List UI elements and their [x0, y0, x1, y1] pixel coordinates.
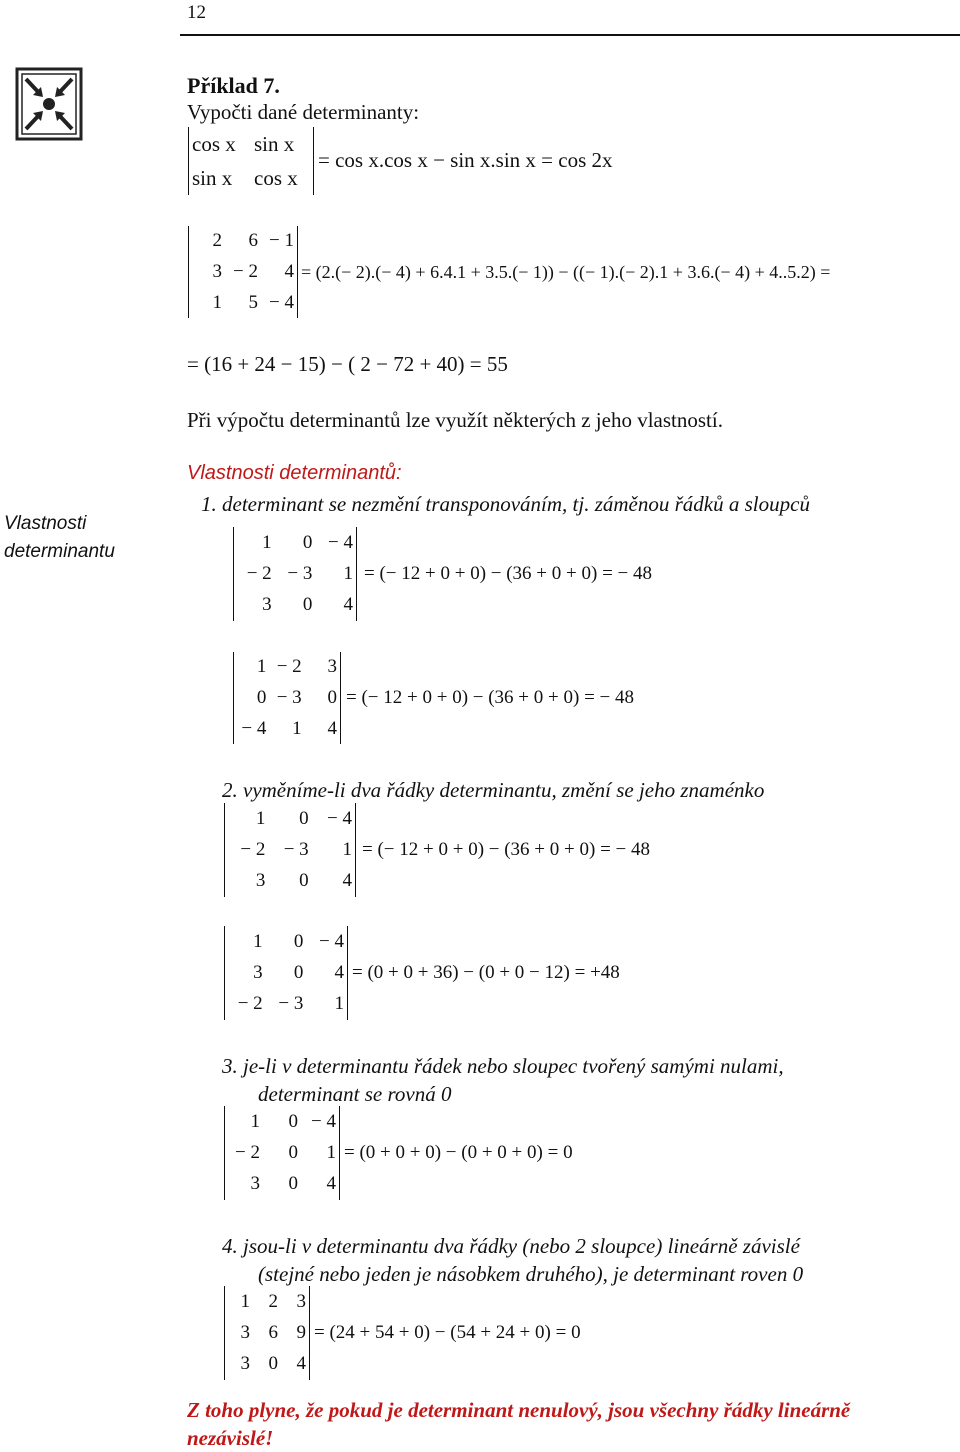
matrix-cell: sin x [192, 165, 233, 190]
matrix-cell: 0 [293, 961, 304, 983]
conclusion-line-2: nezávislé! [187, 1426, 274, 1450]
matrix-cell: 4 [334, 961, 344, 983]
matrix-cell: 0 [299, 807, 309, 829]
matrix-cell: 3 [240, 1353, 250, 1375]
matrix-cell: 1 [343, 562, 353, 584]
matrix-cell: 3 [250, 1173, 260, 1195]
matrix-cell: 0 [288, 1110, 298, 1132]
matrix-cell: − 2 [233, 260, 258, 282]
matrix-cell: 0 [302, 594, 313, 616]
matrix-cell: − 2 [237, 993, 263, 1015]
matrix-cell: 1 [256, 656, 267, 678]
matrix-cell: − 3 [283, 838, 309, 860]
determinant-1 [233, 527, 357, 621]
matrix-cell: − 2 [240, 838, 266, 860]
matrix-cell: 1 [212, 291, 222, 313]
determinant-6 [224, 1286, 310, 1380]
matrix-cell: 3 [262, 594, 272, 616]
matrix-cell: − 2 [235, 1141, 260, 1163]
note-text: Při výpočtu determinantů lze využít některých z jeho vlastností. [187, 408, 723, 432]
matrix-cell: 6 [268, 1321, 278, 1343]
matrix-cell: 1 [326, 1141, 336, 1163]
side-label: Vlastnosti determinantu [4, 513, 115, 562]
matrix-cell: − 3 [276, 686, 302, 708]
matrix-cell: 3 [253, 961, 263, 983]
matrix-cell: 9 [296, 1321, 306, 1343]
matrix-cell: − 2 [246, 562, 272, 584]
matrix-cell: 1 [342, 838, 352, 860]
matrix-cell: − 1 [269, 230, 294, 252]
matrix-cell: 0 [268, 1353, 278, 1375]
matrix-cell: 0 [327, 686, 337, 708]
determinant-2-expansion: = (− 12 + 0 + 0) − (36 + 0 + 0) = − 48 [346, 687, 634, 708]
matrix-cell: 4 [343, 594, 353, 616]
matrix-cell: 4 [342, 870, 352, 892]
matrix-cell: 2 [212, 230, 222, 252]
determinant-3 [224, 803, 356, 897]
matrix-cell: 1 [255, 807, 266, 829]
matrix-cell: 5 [248, 291, 258, 313]
matrix-cell: 4 [327, 717, 337, 739]
determinant-2 [233, 652, 341, 744]
determinant-3-expansion: = (− 12 + 0 + 0) − (36 + 0 + 0) = − 48 [362, 839, 650, 860]
matrix-cell: − 3 [278, 993, 304, 1015]
matrix-cell: sin x [254, 131, 295, 156]
property-3-line-1: 3. je-li v determinantu řádek nebo sloupec tvořený samými nulami, [222, 1054, 784, 1078]
matrix-cell: 1 [262, 531, 272, 553]
matrix-cell: 1 [253, 930, 263, 952]
matrix-cell: cos x [254, 165, 298, 190]
matrix-cell: cos x [192, 131, 236, 156]
converging-arrows-icon [14, 66, 84, 142]
property-2: 2. vyměníme-li dva řádky determinantu, změní se jeho znaménko [222, 778, 765, 802]
matrix-cell: 4 [296, 1353, 306, 1375]
determinant-1-expansion: = (− 12 + 0 + 0) − (36 + 0 + 0) = − 48 [364, 563, 652, 584]
matrix-cell: 3 [240, 1321, 250, 1343]
matrix-cell: − 2 [276, 656, 302, 678]
matrix-cell: − 4 [269, 291, 294, 313]
matrix-cell: 3 [296, 1290, 306, 1312]
matrix-cell: 0 [293, 930, 304, 952]
property-3-line-2: determinant se rovná 0 [258, 1082, 452, 1106]
matrix-cell: 0 [302, 531, 313, 553]
matrix-cell: 0 [256, 686, 267, 708]
example-title: Příklad 7. [187, 73, 280, 98]
matrix-cell: 2 [268, 1290, 278, 1312]
matrix-cell: 3 [327, 656, 337, 678]
matrix-cell: 4 [326, 1173, 336, 1195]
property-4-line-1: 4. jsou-li v determinantu dva řádky (nebo 2 sloupce) lineárně závislé [222, 1234, 800, 1258]
matrix-cell: − 4 [241, 717, 267, 739]
ex2-result: = (16 + 24 − 15) − ( 2 − 72 + 40) = 55 [187, 352, 508, 376]
ex2-expansion: = (2.(− 2).(− 4) + 6.4.1 + 3.5.(− 1)) − ((− 1).(− 2).1 + 3.6.(− 4) + 4..5.2) = [301, 262, 831, 282]
matrix-cell: 0 [299, 870, 309, 892]
conclusion-line-1: Z toho plyne, že pokud je determinant nenulový, jsou všechny řádky lineárně [187, 1398, 851, 1422]
properties-heading: Vlastnosti determinantů: [187, 462, 402, 484]
header-rule [180, 34, 960, 36]
matrix-cell: 6 [248, 230, 258, 252]
matrix-cell: 1 [250, 1110, 260, 1132]
matrix-cell: 1 [334, 993, 344, 1015]
intro-text: Vypočti dané determinanty: [187, 100, 420, 124]
matrix-cell: − 4 [328, 531, 353, 553]
matrix-cell: − 4 [319, 930, 344, 952]
matrix-cell: 3 [255, 870, 266, 892]
matrix-cell: 0 [288, 1173, 298, 1195]
determinant-4-expansion: = (0 + 0 + 36) − (0 + 0 − 12) = +48 [352, 962, 620, 983]
determinant-4 [224, 926, 348, 1020]
matrix-cell: 0 [288, 1141, 298, 1163]
determinant-ex2 [188, 226, 298, 318]
ex1-expansion: = cos x.cos x − sin x.sin x = cos 2x [318, 148, 613, 172]
matrix-cell: 1 [240, 1290, 250, 1312]
determinant-5 [224, 1106, 340, 1200]
page-number: 12 [187, 2, 206, 23]
matrix-cell: − 4 [311, 1110, 336, 1132]
matrix-cell: − 4 [327, 807, 352, 829]
matrix-cell: 3 [212, 260, 222, 282]
property-1: 1. determinant se nezmění transponováním, tj. záměnou řádků a sloupců [201, 492, 810, 516]
determinant-5-expansion: = (0 + 0 + 0) − (0 + 0 + 0) = 0 [344, 1142, 573, 1163]
determinant-2x2 [188, 127, 314, 195]
matrix-cell: 4 [284, 260, 294, 282]
matrix-cell: 1 [292, 717, 302, 739]
matrix-cell: − 3 [287, 562, 313, 584]
property-4-line-2: (stejné nebo jeden je násobkem druhého), je determinant roven 0 [258, 1262, 804, 1286]
determinant-6-expansion: = (24 + 54 + 0) − (54 + 24 + 0) = 0 [314, 1322, 581, 1343]
